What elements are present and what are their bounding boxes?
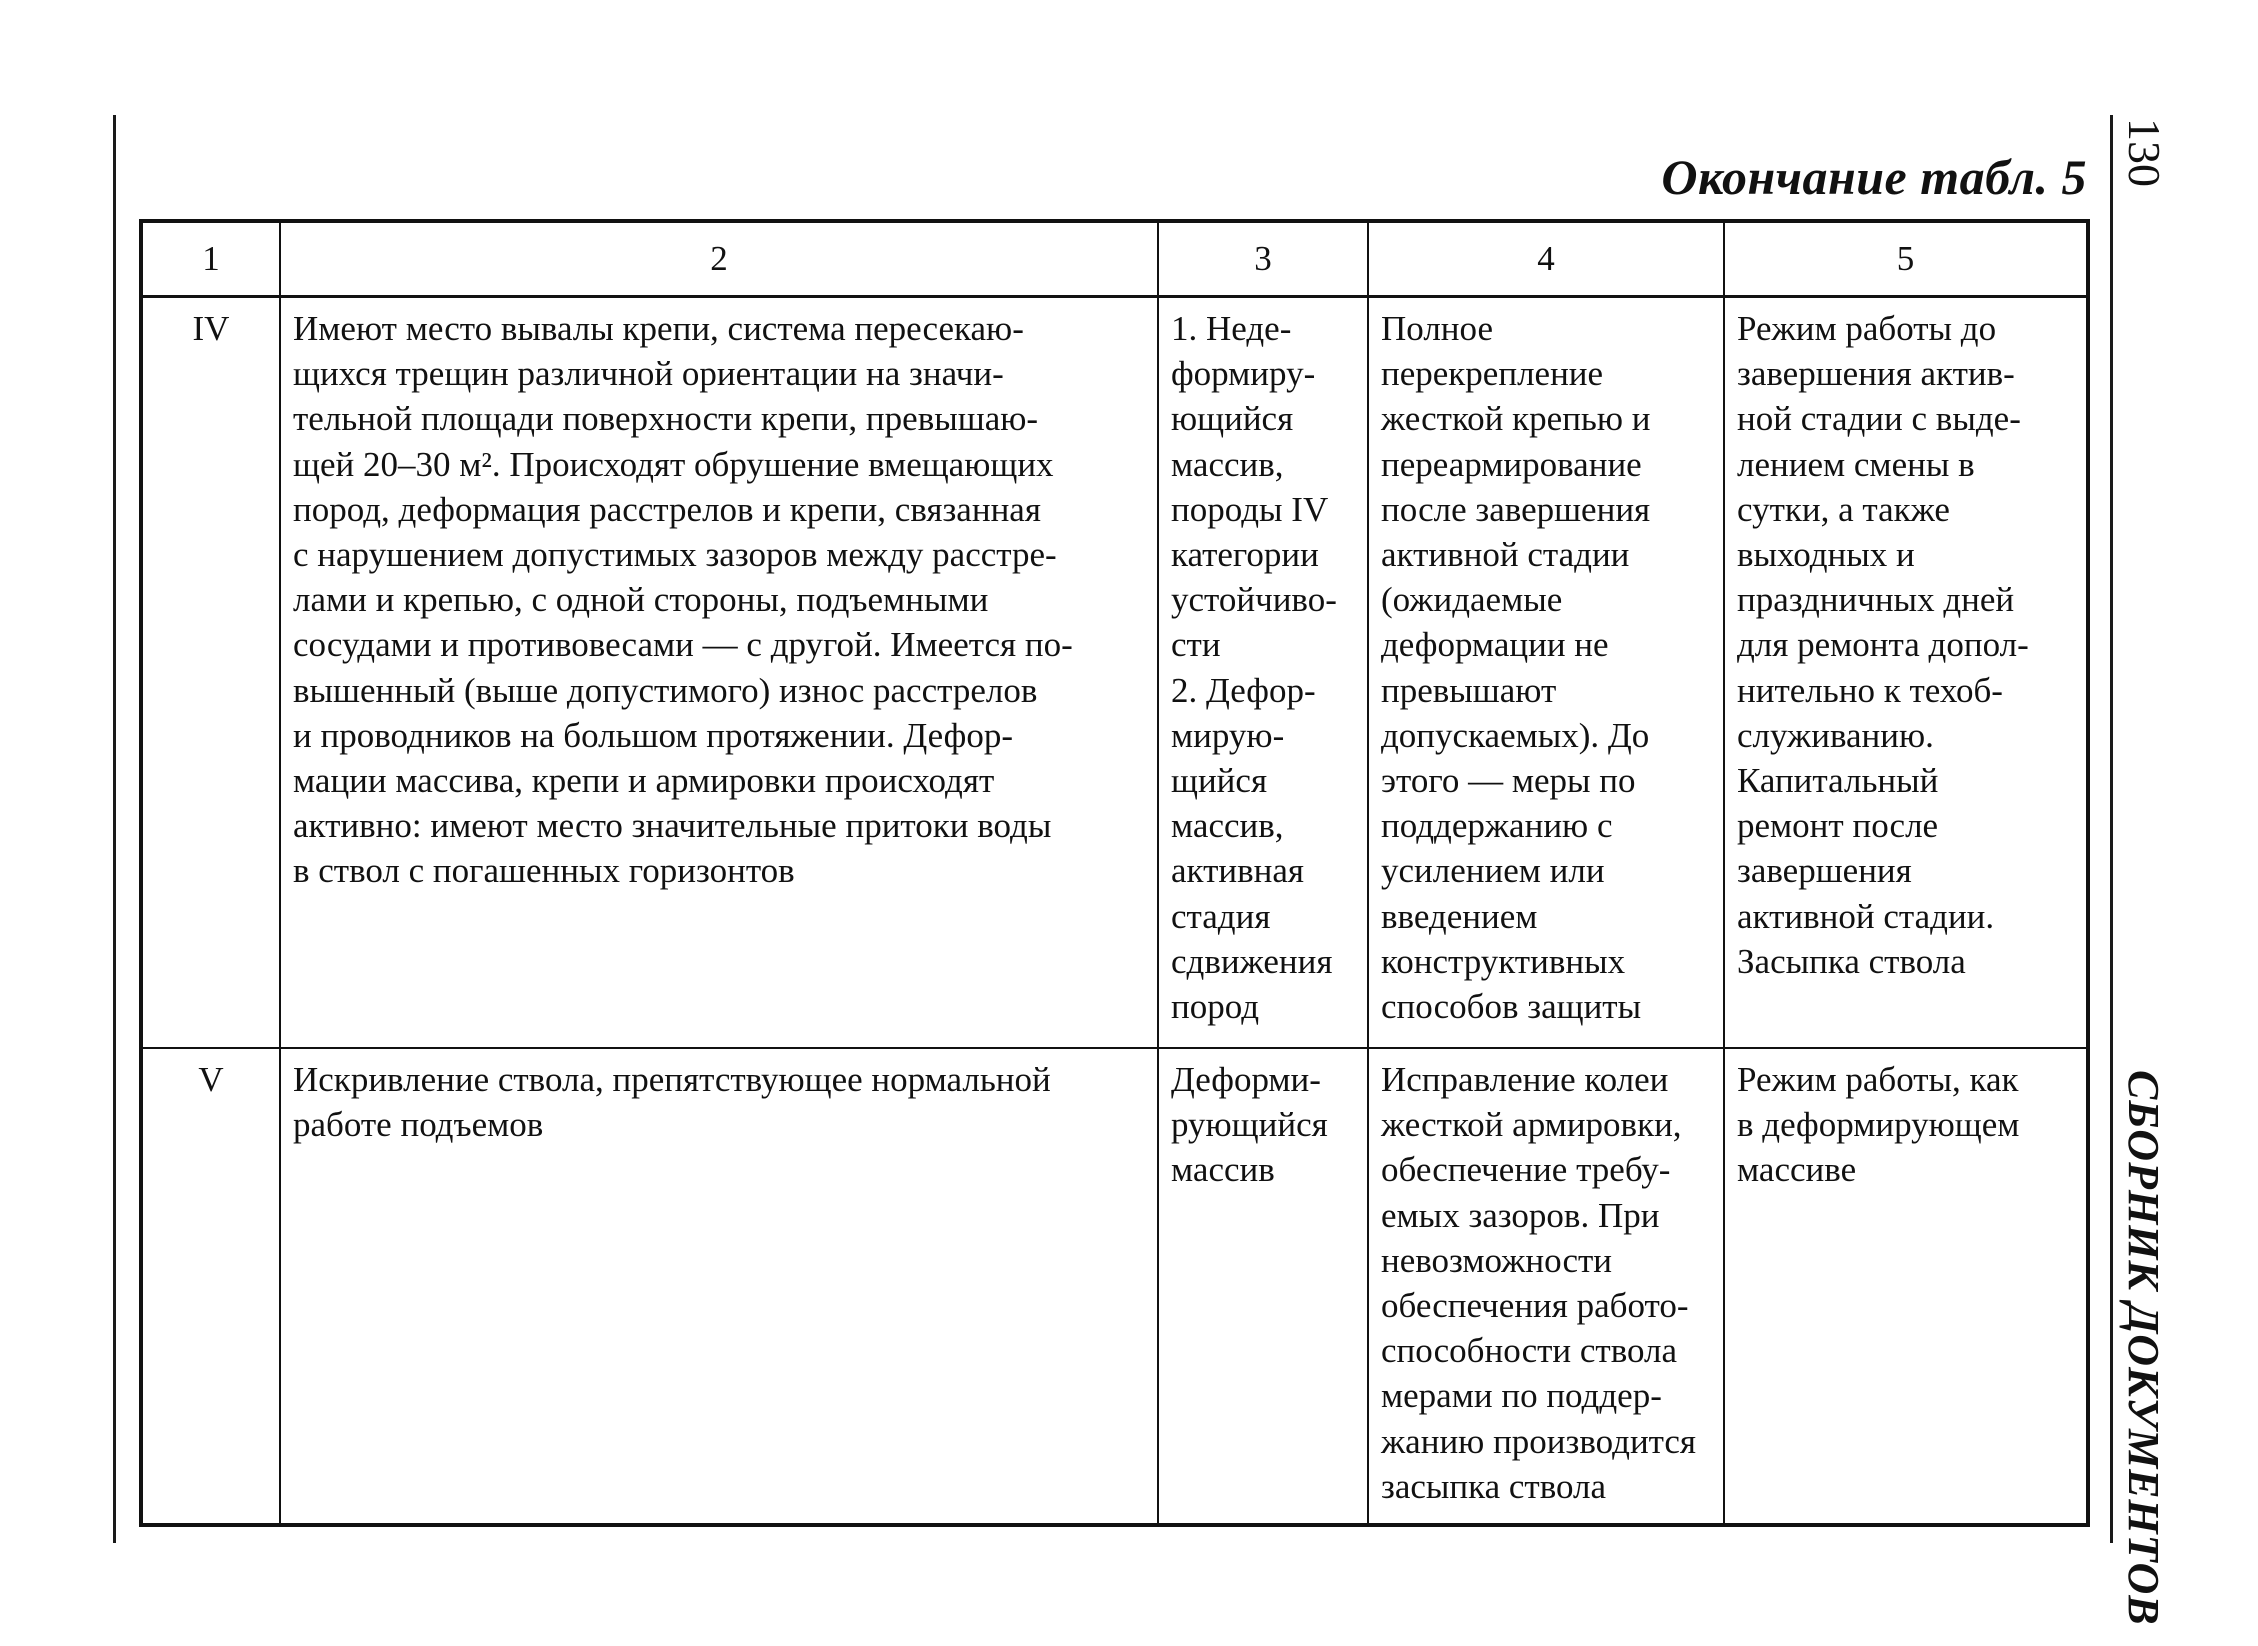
- state-description-cell: Имеют место вывалы крепи, система пересекаю- щихся трещин различной ориентации на значи- тельной площади поверхности крепи, превышаю- щей 20–30 м². Происходят обрушение вмещающих пород, деформация расстрелов и крепи, связанная с нарушением допустимых зазоров между расстре- лами и крепью, с одной стороны, подъемными сосудами и противовесами — с другой. Имеется по- вышенный (выше допустимого) износ расстрелов и проводников на большом протяжении. Дефор- мации массива, крепи и армировки происходят активно: имеют место значительные притоки воды в ствол с погашенных горизонтов: [280, 297, 1158, 1049]
- left-margin-rule: [113, 115, 116, 1543]
- operating-mode-cell: Режим работы до завершения актив- ной стадии с выде- лением смены в сутки, а также выходных и праздничных дней для ремонта допол- нительно к техоб- служиванию. Капитальный ремонт после завершения активной стадии. Засыпка ствола: [1724, 297, 2088, 1049]
- state-description-cell: Искривление ствола, препятствующее нормальной работе подъемов: [280, 1048, 1158, 1525]
- table-row: [141, 1048, 2088, 1525]
- table-row: [141, 297, 2088, 1049]
- table-body: [141, 297, 2088, 1526]
- column-header: 2: [280, 221, 1158, 297]
- table-caption: Окончание табл. 5: [1661, 149, 2087, 205]
- operating-mode-cell: Режим работы, как в деформирующем массиве: [1724, 1048, 2088, 1525]
- page-number: 130: [2119, 118, 2170, 187]
- column-header: 3: [1158, 221, 1368, 297]
- column-header: 5: [1724, 221, 2088, 297]
- table-header: [141, 221, 2088, 297]
- series-title: СБОРНИК ДОКУМЕНТОВ: [2119, 1070, 2168, 1626]
- right-margin-rule: [2110, 115, 2113, 1543]
- column-header: 1: [141, 221, 280, 297]
- data-table: [139, 219, 2090, 1527]
- massif-condition-cell: 1. Неде- формиру- ющийся массив, породы IV категории устойчиво- сти 2. Дефор- мирую- щийся массив, активная стадия сдвижения пород: [1158, 297, 1368, 1049]
- measures-cell: Исправление колеи жесткой армировки, обеспечение требу- емых зазоров. При невозможности обеспечения работо- способности ствола мерами по поддер- жанию производится засыпка ствола: [1368, 1048, 1724, 1525]
- row-category-cell: V: [141, 1048, 280, 1525]
- column-header: 4: [1368, 221, 1724, 297]
- massif-condition-cell: Деформи- рующийся массив: [1158, 1048, 1368, 1525]
- measures-cell: Полное перекрепление жесткой крепью и переармирование после завершения активной стадии (ожидаемые деформации не превышают допускаемых). До этого — меры по поддержанию с усилением или введением конструктивных способов защиты: [1368, 297, 1724, 1049]
- row-category-cell: IV: [141, 297, 280, 1049]
- header-row: [141, 221, 2088, 297]
